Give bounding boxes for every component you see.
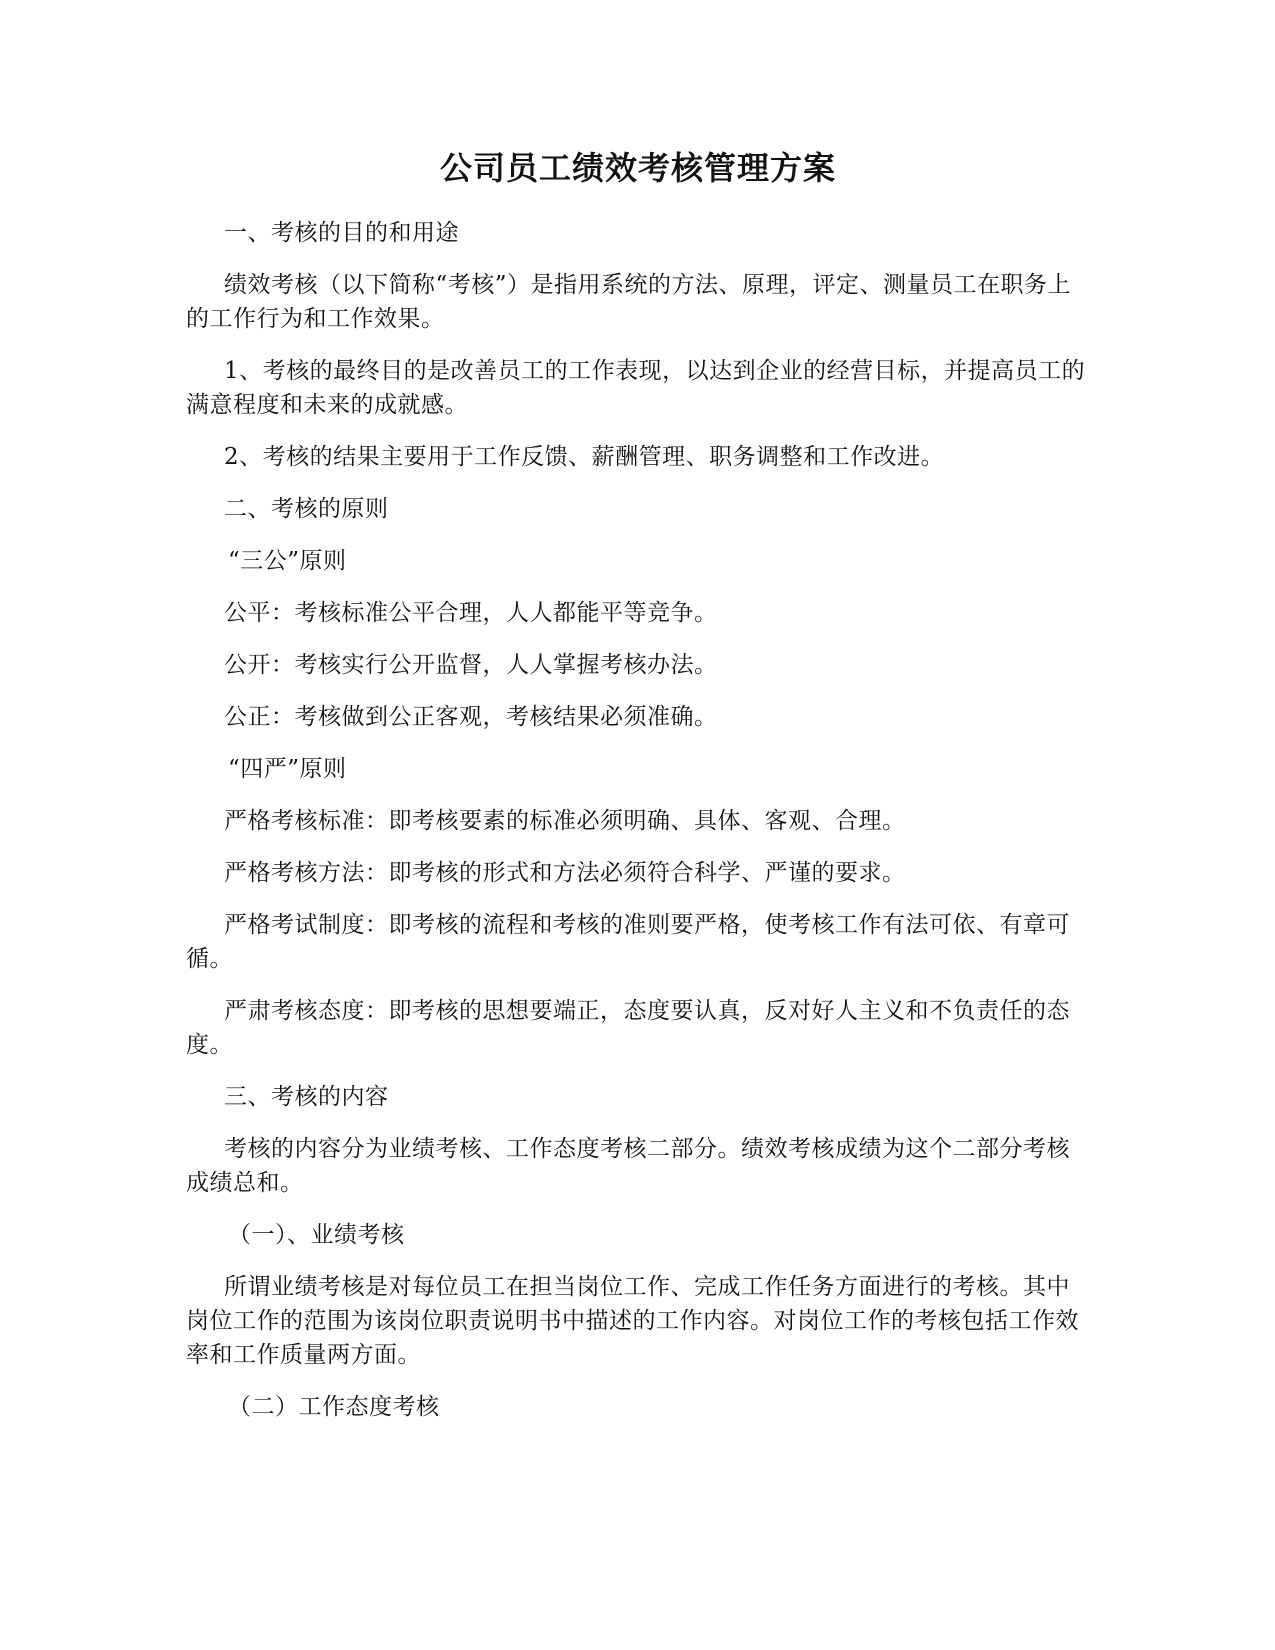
paragraph: 绩效考核（以下简称“考核”）是指用系统的方法、原理，评定、测量员工在职务上的工作行为和工作效果。 xyxy=(186,272,1072,332)
section-heading-3: 三、考核的内容 xyxy=(224,1084,389,1110)
paragraph: 1、考核的最终目的是改善员工的工作表现，以达到企业的经营目标，并提高员工的满意程度和未来的成就感。 xyxy=(186,358,1086,418)
document-page xyxy=(186,148,1090,1442)
paragraph: 2、考核的结果主要用于工作反馈、薪酬管理、职务调整和工作改进。 xyxy=(224,444,945,470)
document-title: 公司员工绩效考核管理方案 xyxy=(439,149,836,187)
paragraph: 严格考核标准：即考核要素的标准必须明确、具体、客观、合理。 xyxy=(224,808,906,834)
paragraph: 严肃考核态度：即考核的思想要端正，态度要认真，反对好人主义和不负责任的态度。 xyxy=(186,998,1070,1058)
paragraph: 公开：考核实行公开监督，人人掌握考核办法。 xyxy=(224,652,718,678)
section-heading-2: 二、考核的原则 xyxy=(224,496,389,522)
paragraph: 所谓业绩考核是对每位员工在担当岗位工作、完成工作任务方面进行的考核。其中岗位工作的范围为该岗位职责说明书中描述的工作内容。对岗位工作的考核包括工作效率和工作质量两方面。 xyxy=(186,1274,1079,1368)
subheading-san-gong: “三公”原则 xyxy=(228,548,347,574)
subheading-attitude: （二）工作态度考核 xyxy=(228,1394,440,1420)
section-heading-1: 一、考核的目的和用途 xyxy=(224,220,459,246)
subheading-si-yan: “四严”原则 xyxy=(228,756,347,782)
paragraph: 考核的内容分为业绩考核、工作态度考核二部分。绩效考核成绩为这个二部分考核成绩总和。 xyxy=(186,1136,1070,1196)
paragraph: 公平：考核标准公平合理，人人都能平等竞争。 xyxy=(224,600,718,626)
paragraph: 严格考核方法：即考核的形式和方法必须符合科学、严谨的要求。 xyxy=(224,860,906,886)
paragraph: 公正：考核做到公正客观，考核结果必须准确。 xyxy=(224,704,718,730)
subheading-performance: （一）、业绩考核 xyxy=(228,1222,405,1248)
paragraph: 严格考试制度：即考核的流程和考核的准则要严格，使考核工作有法可依、有章可循。 xyxy=(186,912,1070,972)
